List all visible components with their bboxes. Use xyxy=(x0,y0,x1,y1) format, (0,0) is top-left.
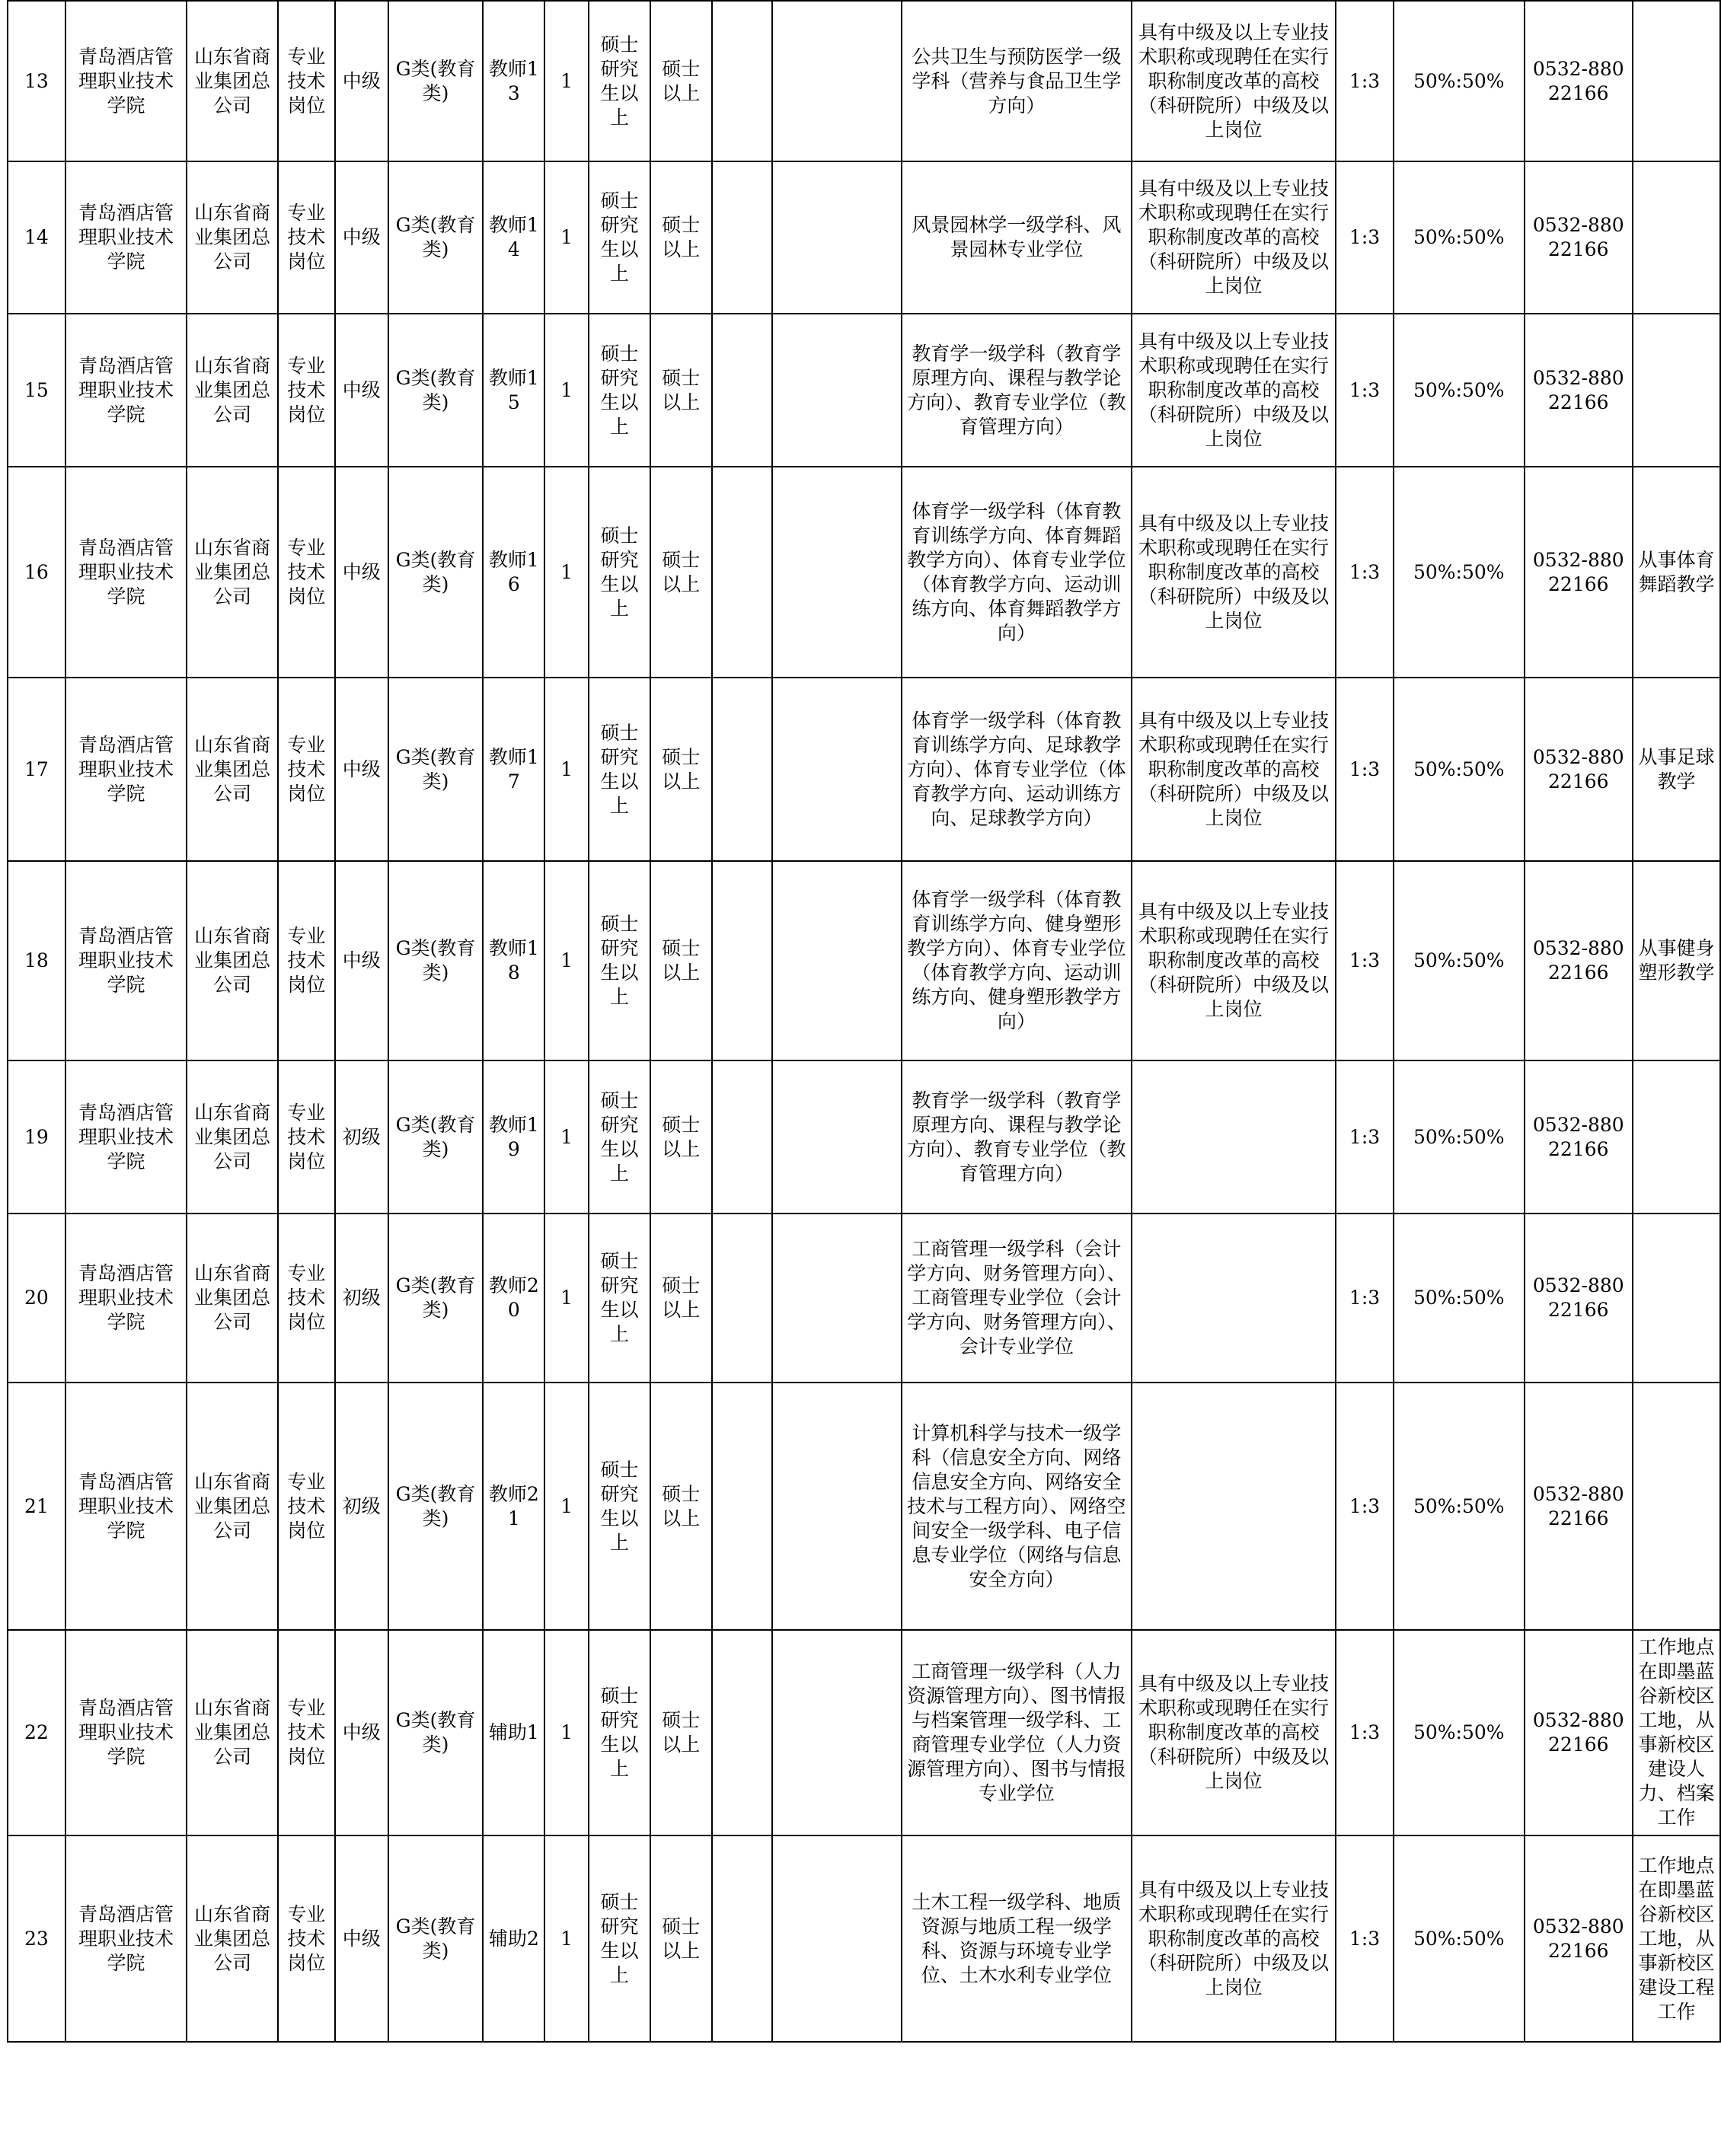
cell-other-requirements: 具有中级及以上专业技术职称或现聘任在实行职称制度改革的高校（科研院所）中级及以上岗位 xyxy=(1132,161,1336,314)
cell-empty-b xyxy=(772,467,901,678)
cell-specialty: 体育学一级学科（体育教育训练学方向、健身塑形教学方向）、体育专业学位（体育教学方向、运动训练方向、健身塑形教学方向） xyxy=(902,861,1132,1060)
cell-score-weight: 50%:50% xyxy=(1394,861,1525,1060)
cell-supervising-department: 山东省商业集团总公司 xyxy=(187,1,278,161)
cell-sequence-number: 16 xyxy=(8,467,65,678)
cell-post-level: 初级 xyxy=(335,1214,388,1383)
cell-post-type: 专业技术岗位 xyxy=(278,1383,335,1630)
cell-headcount: 1 xyxy=(544,161,589,314)
cell-school-name: 青岛酒店管理职业技术学院 xyxy=(65,467,187,678)
cell-contact-phone: 0532-88022166 xyxy=(1525,1630,1633,1835)
cell-post-type: 专业技术岗位 xyxy=(278,1060,335,1214)
cell-empty-a xyxy=(712,861,773,1060)
cell-empty-a xyxy=(712,1214,773,1383)
cell-education: 硕士研究生以上 xyxy=(589,467,650,678)
cell-school-name: 青岛酒店管理职业技术学院 xyxy=(65,678,187,861)
cell-score-weight: 50%:50% xyxy=(1394,1383,1525,1630)
cell-empty-b xyxy=(772,1630,901,1835)
cell-score-weight: 50%:50% xyxy=(1394,1,1525,161)
cell-other-requirements: 具有中级及以上专业技术职称或现聘任在实行职称制度改革的高校（科研院所）中级及以上岗位 xyxy=(1132,1630,1336,1835)
cell-specialty: 工商管理一级学科（会计学方向、财务管理方向）、工商管理专业学位（会计学方向、财务管理方向）、会计专业学位 xyxy=(902,1214,1132,1383)
cell-post-level: 中级 xyxy=(335,161,388,314)
cell-post-level: 初级 xyxy=(335,1383,388,1630)
cell-specialty: 公共卫生与预防医学一级学科（营养与食品卫生学方向） xyxy=(902,1,1132,161)
cell-headcount: 1 xyxy=(544,678,589,861)
cell-score-weight: 50%:50% xyxy=(1394,314,1525,467)
cell-remarks: 工作地点在即墨蓝谷新校区工地，从事新校区建设工程工作 xyxy=(1633,1835,1720,2042)
cell-remarks xyxy=(1633,1,1720,161)
cell-school-name: 青岛酒店管理职业技术学院 xyxy=(65,161,187,314)
cell-specialty: 教育学一级学科（教育学原理方向、课程与教学论方向）、教育专业学位（教育管理方向） xyxy=(902,314,1132,467)
cell-exam-ratio: 1:3 xyxy=(1336,1383,1394,1630)
cell-headcount: 1 xyxy=(544,1060,589,1214)
cell-post-name: 教师16 xyxy=(483,467,544,678)
cell-specialty: 体育学一级学科（体育教育训练学方向、足球教学方向）、体育专业学位（体育教学方向、运动训练方向、足球教学方向） xyxy=(902,678,1132,861)
cell-empty-a xyxy=(712,161,773,314)
cell-post-name: 教师18 xyxy=(483,861,544,1060)
cell-post-name: 辅助2 xyxy=(483,1835,544,2042)
cell-other-requirements: 具有中级及以上专业技术职称或现聘任在实行职称制度改革的高校（科研院所）中级及以上岗位 xyxy=(1132,678,1336,861)
table-row xyxy=(8,1835,1720,2042)
cell-supervising-department: 山东省商业集团总公司 xyxy=(187,1214,278,1383)
cell-empty-b xyxy=(772,1835,901,2042)
cell-exam-ratio: 1:3 xyxy=(1336,1630,1394,1835)
cell-exam-ratio: 1:3 xyxy=(1336,861,1394,1060)
table-row xyxy=(8,678,1720,861)
cell-other-requirements xyxy=(1132,1383,1336,1630)
cell-specialty: 工商管理一级学科（人力资源管理方向）、图书情报与档案管理一级学科、工商管理专业学位（人力资源管理方向）、图书与情报专业学位 xyxy=(902,1630,1132,1835)
cell-sequence-number: 15 xyxy=(8,314,65,467)
table-row xyxy=(8,467,1720,678)
cell-school-name: 青岛酒店管理职业技术学院 xyxy=(65,1060,187,1214)
cell-school-name: 青岛酒店管理职业技术学院 xyxy=(65,1630,187,1835)
table-row xyxy=(8,1383,1720,1630)
cell-post-name: 教师17 xyxy=(483,678,544,861)
cell-remarks xyxy=(1633,314,1720,467)
cell-post-type: 专业技术岗位 xyxy=(278,467,335,678)
cell-other-requirements: 具有中级及以上专业技术职称或现聘任在实行职称制度改革的高校（科研院所）中级及以上岗位 xyxy=(1132,861,1336,1060)
cell-empty-b xyxy=(772,314,901,467)
cell-degree: 硕士以上 xyxy=(650,1214,712,1383)
cell-post-name: 教师13 xyxy=(483,1,544,161)
cell-post-type: 专业技术岗位 xyxy=(278,161,335,314)
cell-school-name: 青岛酒店管理职业技术学院 xyxy=(65,314,187,467)
cell-post-type: 专业技术岗位 xyxy=(278,314,335,467)
cell-school-name: 青岛酒店管理职业技术学院 xyxy=(65,861,187,1060)
cell-post-type: 专业技术岗位 xyxy=(278,1214,335,1383)
cell-post-category: G类(教育类) xyxy=(388,1383,484,1630)
cell-exam-ratio: 1:3 xyxy=(1336,161,1394,314)
cell-empty-a xyxy=(712,1060,773,1214)
cell-contact-phone: 0532-88022166 xyxy=(1525,1,1633,161)
cell-remarks: 从事健身塑形教学 xyxy=(1633,861,1720,1060)
cell-post-type: 专业技术岗位 xyxy=(278,861,335,1060)
cell-empty-a xyxy=(712,1630,773,1835)
cell-score-weight: 50%:50% xyxy=(1394,678,1525,861)
cell-education: 硕士研究生以上 xyxy=(589,1,650,161)
cell-sequence-number: 21 xyxy=(8,1383,65,1630)
cell-empty-b xyxy=(772,678,901,861)
table-row xyxy=(8,1630,1720,1835)
cell-post-level: 中级 xyxy=(335,1,388,161)
cell-contact-phone: 0532-88022166 xyxy=(1525,314,1633,467)
cell-degree: 硕士以上 xyxy=(650,1835,712,2042)
cell-post-level: 中级 xyxy=(335,1630,388,1835)
cell-remarks: 从事体育舞蹈教学 xyxy=(1633,467,1720,678)
cell-empty-a xyxy=(712,1383,773,1630)
cell-remarks xyxy=(1633,1383,1720,1630)
cell-post-level: 中级 xyxy=(335,467,388,678)
cell-contact-phone: 0532-88022166 xyxy=(1525,1383,1633,1630)
cell-sequence-number: 13 xyxy=(8,1,65,161)
cell-other-requirements: 具有中级及以上专业技术职称或现聘任在实行职称制度改革的高校（科研院所）中级及以上岗位 xyxy=(1132,1835,1336,2042)
cell-education: 硕士研究生以上 xyxy=(589,1835,650,2042)
cell-post-category: G类(教育类) xyxy=(388,1630,484,1835)
cell-sequence-number: 14 xyxy=(8,161,65,314)
cell-post-category: G类(教育类) xyxy=(388,678,484,861)
cell-post-name: 教师20 xyxy=(483,1214,544,1383)
cell-post-category: G类(教育类) xyxy=(388,161,484,314)
cell-supervising-department: 山东省商业集团总公司 xyxy=(187,314,278,467)
cell-degree: 硕士以上 xyxy=(650,161,712,314)
cell-supervising-department: 山东省商业集团总公司 xyxy=(187,1835,278,2042)
table-row xyxy=(8,314,1720,467)
cell-other-requirements xyxy=(1132,1214,1336,1383)
cell-empty-a xyxy=(712,1835,773,2042)
cell-headcount: 1 xyxy=(544,1214,589,1383)
cell-post-name: 教师15 xyxy=(483,314,544,467)
cell-headcount: 1 xyxy=(544,1630,589,1835)
cell-degree: 硕士以上 xyxy=(650,467,712,678)
cell-other-requirements: 具有中级及以上专业技术职称或现聘任在实行职称制度改革的高校（科研院所）中级及以上岗位 xyxy=(1132,467,1336,678)
cell-contact-phone: 0532-88022166 xyxy=(1525,861,1633,1060)
cell-education: 硕士研究生以上 xyxy=(589,314,650,467)
cell-empty-b xyxy=(772,1,901,161)
cell-supervising-department: 山东省商业集团总公司 xyxy=(187,1383,278,1630)
cell-remarks: 工作地点在即墨蓝谷新校区工地，从事新校区建设人力、档案工作 xyxy=(1633,1630,1720,1835)
cell-post-category: G类(教育类) xyxy=(388,467,484,678)
cell-post-level: 中级 xyxy=(335,861,388,1060)
cell-post-type: 专业技术岗位 xyxy=(278,678,335,861)
table-row xyxy=(8,861,1720,1060)
cell-school-name: 青岛酒店管理职业技术学院 xyxy=(65,1214,187,1383)
cell-exam-ratio: 1:3 xyxy=(1336,1835,1394,2042)
cell-exam-ratio: 1:3 xyxy=(1336,314,1394,467)
cell-supervising-department: 山东省商业集团总公司 xyxy=(187,161,278,314)
cell-specialty: 教育学一级学科（教育学原理方向、课程与教学论方向）、教育专业学位（教育管理方向） xyxy=(902,1060,1132,1214)
cell-education: 硕士研究生以上 xyxy=(589,861,650,1060)
cell-contact-phone: 0532-88022166 xyxy=(1525,161,1633,314)
cell-post-level: 中级 xyxy=(335,678,388,861)
cell-sequence-number: 20 xyxy=(8,1214,65,1383)
cell-post-level: 中级 xyxy=(335,314,388,467)
cell-exam-ratio: 1:3 xyxy=(1336,467,1394,678)
cell-post-level: 初级 xyxy=(335,1060,388,1214)
cell-remarks xyxy=(1633,1060,1720,1214)
cell-headcount: 1 xyxy=(544,1,589,161)
cell-post-category: G类(教育类) xyxy=(388,1,484,161)
cell-education: 硕士研究生以上 xyxy=(589,1630,650,1835)
cell-contact-phone: 0532-88022166 xyxy=(1525,467,1633,678)
cell-specialty: 计算机科学与技术一级学科（信息安全方向、网络信息安全方向、网络安全技术与工程方向）、网络空间安全一级学科、电子信息专业学位（网络与信息安全方向） xyxy=(902,1383,1132,1630)
cell-headcount: 1 xyxy=(544,467,589,678)
cell-score-weight: 50%:50% xyxy=(1394,1630,1525,1835)
cell-supervising-department: 山东省商业集团总公司 xyxy=(187,1630,278,1835)
cell-empty-a xyxy=(712,314,773,467)
cell-remarks: 从事足球教学 xyxy=(1633,678,1720,861)
cell-remarks xyxy=(1633,1214,1720,1383)
cell-headcount: 1 xyxy=(544,1383,589,1630)
cell-degree: 硕士以上 xyxy=(650,861,712,1060)
cell-post-category: G类(教育类) xyxy=(388,1835,484,2042)
table-row xyxy=(8,1,1720,161)
recruitment-table xyxy=(7,0,1721,2043)
cell-score-weight: 50%:50% xyxy=(1394,1060,1525,1214)
cell-post-category: G类(教育类) xyxy=(388,861,484,1060)
cell-degree: 硕士以上 xyxy=(650,1060,712,1214)
cell-post-category: G类(教育类) xyxy=(388,314,484,467)
cell-empty-b xyxy=(772,1214,901,1383)
cell-post-level: 中级 xyxy=(335,1835,388,2042)
cell-school-name: 青岛酒店管理职业技术学院 xyxy=(65,1383,187,1630)
cell-post-name: 教师14 xyxy=(483,161,544,314)
cell-post-type: 专业技术岗位 xyxy=(278,1630,335,1835)
cell-sequence-number: 22 xyxy=(8,1630,65,1835)
cell-exam-ratio: 1:3 xyxy=(1336,1060,1394,1214)
cell-headcount: 1 xyxy=(544,861,589,1060)
cell-education: 硕士研究生以上 xyxy=(589,678,650,861)
table-row xyxy=(8,1060,1720,1214)
cell-degree: 硕士以上 xyxy=(650,678,712,861)
table-row xyxy=(8,1214,1720,1383)
cell-other-requirements: 具有中级及以上专业技术职称或现聘任在实行职称制度改革的高校（科研院所）中级及以上岗位 xyxy=(1132,1,1336,161)
cell-score-weight: 50%:50% xyxy=(1394,467,1525,678)
cell-score-weight: 50%:50% xyxy=(1394,161,1525,314)
cell-contact-phone: 0532-88022166 xyxy=(1525,1214,1633,1383)
cell-education: 硕士研究生以上 xyxy=(589,1060,650,1214)
cell-post-name: 教师19 xyxy=(483,1060,544,1214)
cell-specialty: 体育学一级学科（体育教育训练学方向、体育舞蹈教学方向）、体育专业学位（体育教学方向、运动训练方向、体育舞蹈教学方向） xyxy=(902,467,1132,678)
cell-degree: 硕士以上 xyxy=(650,314,712,467)
cell-supervising-department: 山东省商业集团总公司 xyxy=(187,1060,278,1214)
cell-contact-phone: 0532-88022166 xyxy=(1525,1060,1633,1214)
cell-headcount: 1 xyxy=(544,1835,589,2042)
cell-empty-a xyxy=(712,1,773,161)
table-row xyxy=(8,161,1720,314)
cell-exam-ratio: 1:3 xyxy=(1336,1,1394,161)
cell-contact-phone: 0532-88022166 xyxy=(1525,678,1633,861)
table-body xyxy=(8,1,1720,2042)
cell-empty-a xyxy=(712,467,773,678)
cell-post-category: G类(教育类) xyxy=(388,1060,484,1214)
cell-school-name: 青岛酒店管理职业技术学院 xyxy=(65,1,187,161)
cell-empty-b xyxy=(772,861,901,1060)
cell-specialty: 风景园林学一级学科、风景园林专业学位 xyxy=(902,161,1132,314)
cell-empty-b xyxy=(772,1383,901,1630)
cell-post-name: 辅助1 xyxy=(483,1630,544,1835)
cell-degree: 硕士以上 xyxy=(650,1,712,161)
cell-other-requirements xyxy=(1132,1060,1336,1214)
cell-headcount: 1 xyxy=(544,314,589,467)
cell-empty-b xyxy=(772,161,901,314)
cell-school-name: 青岛酒店管理职业技术学院 xyxy=(65,1835,187,2042)
cell-sequence-number: 23 xyxy=(8,1835,65,2042)
cell-degree: 硕士以上 xyxy=(650,1383,712,1630)
cell-contact-phone: 0532-88022166 xyxy=(1525,1835,1633,2042)
cell-post-type: 专业技术岗位 xyxy=(278,1835,335,2042)
cell-education: 硕士研究生以上 xyxy=(589,1214,650,1383)
cell-exam-ratio: 1:3 xyxy=(1336,1214,1394,1383)
cell-score-weight: 50%:50% xyxy=(1394,1214,1525,1383)
cell-remarks xyxy=(1633,161,1720,314)
cell-post-type: 专业技术岗位 xyxy=(278,1,335,161)
cell-exam-ratio: 1:3 xyxy=(1336,678,1394,861)
cell-sequence-number: 19 xyxy=(8,1060,65,1214)
cell-empty-a xyxy=(712,678,773,861)
cell-other-requirements: 具有中级及以上专业技术职称或现聘任在实行职称制度改革的高校（科研院所）中级及以上岗位 xyxy=(1132,314,1336,467)
cell-education: 硕士研究生以上 xyxy=(589,161,650,314)
cell-supervising-department: 山东省商业集团总公司 xyxy=(187,678,278,861)
cell-education: 硕士研究生以上 xyxy=(589,1383,650,1630)
cell-empty-b xyxy=(772,1060,901,1214)
cell-supervising-department: 山东省商业集团总公司 xyxy=(187,861,278,1060)
cell-supervising-department: 山东省商业集团总公司 xyxy=(187,467,278,678)
cell-sequence-number: 17 xyxy=(8,678,65,861)
cell-post-category: G类(教育类) xyxy=(388,1214,484,1383)
cell-degree: 硕士以上 xyxy=(650,1630,712,1835)
cell-sequence-number: 18 xyxy=(8,861,65,1060)
cell-score-weight: 50%:50% xyxy=(1394,1835,1525,2042)
cell-post-name: 教师21 xyxy=(483,1383,544,1630)
cell-specialty: 土木工程一级学科、地质资源与地质工程一级学科、资源与环境专业学位、土木水利专业学位 xyxy=(902,1835,1132,2042)
